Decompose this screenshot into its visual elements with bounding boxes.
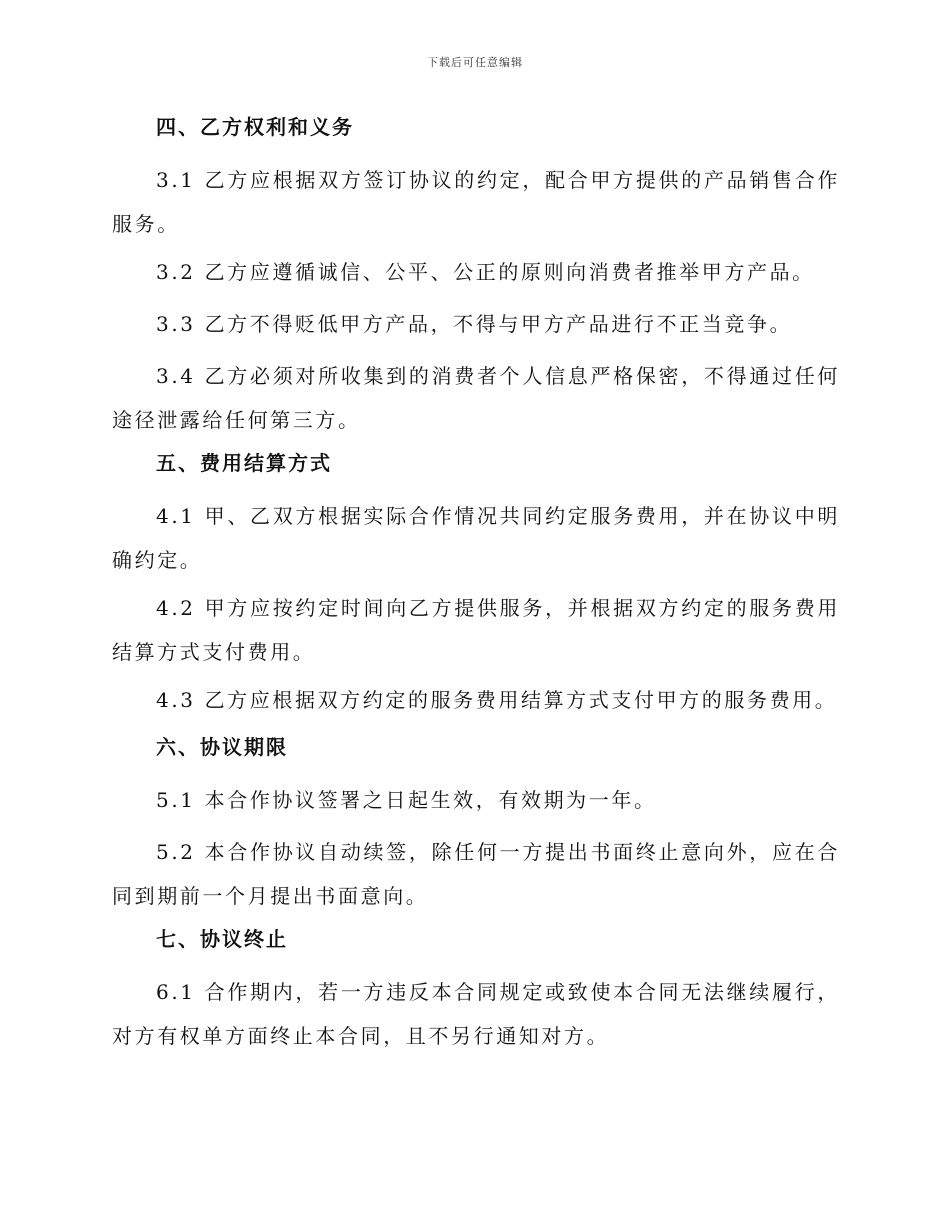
- paragraph-4-1: 4.1 甲、乙双方根据实际合作情况共同约定服务费用，并在协议中明确约定。: [112, 504, 840, 572]
- paragraph-3-2: 3.2 乙方应遵循诚信、公平、公正的原则向消费者推举甲方产品。: [156, 260, 815, 284]
- paragraph-6-1: 6.1 合作期内，若一方违反本合同规定或致使本合同无法继续履行，对方有权单方面终止本合同，且不另行通知对方。: [112, 980, 840, 1048]
- document-body: [112, 110, 840, 1062]
- section-agreement-term: [112, 730, 840, 918]
- section-agreement-termination: [112, 922, 840, 1058]
- paragraph-3-3: 3.3 乙方不得贬低甲方产品，不得与甲方产品进行不正当竞争。: [156, 312, 793, 336]
- section-heading: 五、费用结算方式: [156, 451, 332, 475]
- page-header: 下载后可任意编辑: [427, 56, 523, 69]
- paragraph-3-1: 3.1 乙方应根据双方签订协议的约定，配合甲方提供的产品销售合作服务。: [112, 168, 840, 236]
- section-heading: 四、乙方权利和义务: [156, 115, 354, 139]
- paragraph-4-2: 4.2 甲方应按约定时间向乙方提供服务，并根据双方约定的服务费用结算方式支付费用。: [112, 596, 840, 664]
- section-heading: 六、协议期限: [156, 735, 288, 759]
- paragraph-5-1: 5.1 本合作协议签署之日起生效，有效期为一年。: [156, 788, 657, 812]
- paragraph-3-4: 3.4 乙方必须对所收集到的消费者个人信息严格保密，不得通过任何途径泄露给任何第三方。: [112, 364, 840, 432]
- paragraph-4-3: 4.3 乙方应根据双方约定的服务费用结算方式支付甲方的服务费用。: [156, 688, 838, 712]
- paragraph-5-2: 5.2 本合作协议自动续签，除任何一方提出书面终止意向外，应在合同到期前一个月提出书面意向。: [112, 840, 840, 908]
- section-rights-obligations: [112, 110, 840, 442]
- section-fee-settlement: [112, 446, 840, 722]
- section-heading: 七、协议终止: [156, 927, 288, 951]
